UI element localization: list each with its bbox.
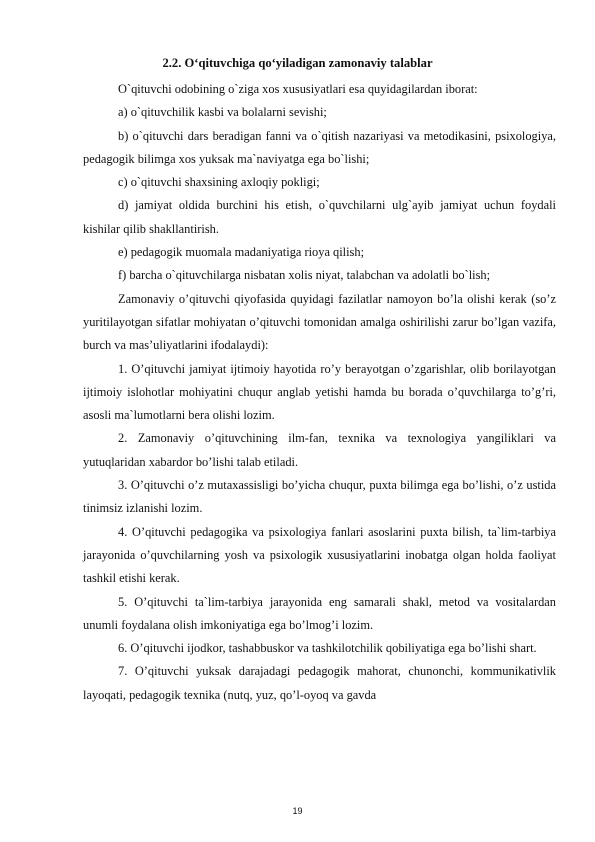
paragraph-item-7: 7. O’qituvchi yuksak darajadagi pedagogik mahorat, chunonchi, kommunikativlik layoqati, pedagogik texnika (nutq, yuz, qo’l-oyoq va gavda [83,664,556,702]
paragraph-qualities-intro: Zamonaviy o’qituvchi qiyofasida quyidagi fazilatlar namoyon bo’la olishi kerak (so’z yuritilayotgan sifatlar mohiyatan o’qituvchi tomonidan amalga oshirilishi zarur bo’lgan vazifa, burch va mas’uliyatlarini ifodalaydi): [83,291,556,353]
paragraph-intro: O`qituvchi odobining o`ziga xos xususiyatlari esa quyidagilardan iborat: [118,82,478,96]
paragraph-item-6: 6. O’qituvchi ijodkor, tashabbuskor va tashkilotchilik qobiliyatiga ega bo’lishi shart. [118,641,537,656]
paragraph-item-4: 4. O’qituvchi pedagogika va psixologiya fanlari asoslarini puxta bilish, ta`lim-tarbiya jarayonida o’quvchilarning yosh va psixologik xususiyatlarini inobatga olgan holda faoliyat tashkil etishi kerak. [83,524,556,586]
paragraph-e: e) pedagogik muomala madaniyatiga rioya qilish; [118,245,365,260]
paragraph-b: b) o`qituvchi dars beradigan fanni va o`qitish nazariyasi va metodikasini, psixologiya, pedagogik bilimga xos yuksak ma`naviyatga ega bo`lishi; [83,128,556,166]
paragraph-item-3: 3. O’qituvchi o’z mutaxassisligi bo’yicha chuqur, puxta bilimga ega bo’lishi, o’z ustida tinimsiz izlanishi lozim. [83,478,556,516]
paragraph-a: a) o`qituvchilik kasbi va bolalarni sevishi; [118,105,327,120]
page-number: 19 [292,806,303,816]
paragraph-c: c) o`qituvchi shaxsining axloqiy pokligi; [118,175,320,190]
paragraph-item-1: 1. O’qituvchi jamiyat ijtimoiy hayotida ro’y berayotgan o’zgarishlar, olib borilayotgan ijtimoiy islohotlar mohiyatini chuqur anglab yetishi hamda bu borada o’quvchilarga to’g’ri, asosli ma`lumotlarni bera olishi lozim. [83,361,556,423]
paragraph-item-5: 5. O’qituvchi ta`lim-tarbiya jarayonida eng samarali shakl, metod va vositalardan unumli foydalana olish imkoniyatiga ega bo’lmog’i lozim. [83,594,556,632]
paragraph-f: f) barcha o`qituvchilarga nisbatan xolis niyat, talabchan va adolatli bo`lish; [118,268,491,283]
body-text [83,78,556,707]
section-heading: 2.2. O‘qituvchiga qo‘yiladigan zamonaviy talablar [162,56,433,70]
paragraph-d: d) jamiyat oldida burchini his etish, o`quvchilarni ulg`ayib jamiyat uchun foydali kishilar qilib shakllantirish. [83,198,556,236]
paragraph-item-2: 2. Zamonaviy o’qituvchining ilm-fan, texnika va texnologiya yangiliklari va yutuqlaridan xabardor bo’lishi talab etiladi. [83,431,556,469]
